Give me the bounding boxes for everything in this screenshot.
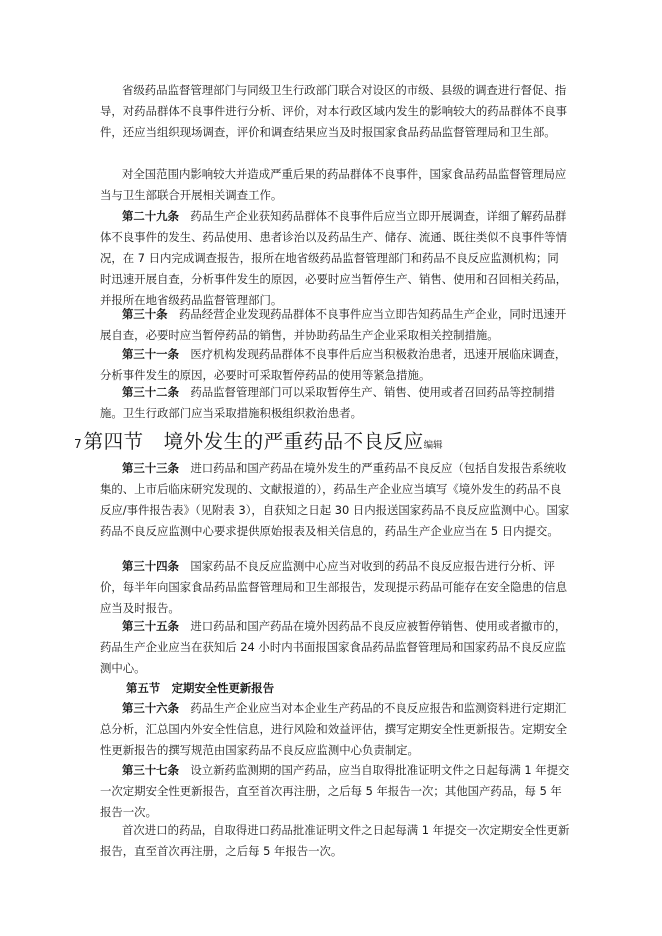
article-number: 第三十六条: [122, 701, 179, 715]
article-number: 第三十五条: [122, 619, 179, 633]
article-number: 第三十二条: [122, 385, 179, 399]
article-30: [100, 304, 570, 346]
section-title: 第四节 境外发生的严重药品不良反应: [83, 430, 424, 453]
article-text: 药品生产企业应当对本企业生产药品的不良反应报告和监测资料进行定期汇总分析，汇总国内外安全性信息，进行风险和效益评估，撰写定期安全性更新报告。定期安全性更新报告的撰写规范由国家药品不良反应监测中心负责制定。: [100, 701, 568, 757]
article-number: 第三十三条: [122, 461, 179, 475]
article-text: 进口药品和国产药品在境外发生的严重药品不良反应（包括自发报告系统收集的、上市后临床研究发现的、文献报道的），药品生产企业应当填写《境外发生的药品不良反应/事件报告表》（见附表 3），自获知之日起 30 日内报送国家药品不良反应监测中心。国家药品不良反应监测中心要求提供原始报表及相关信息的，药品生产企业应当在 5 日内提交。: [100, 461, 570, 538]
article-text: 药品经营企业发现药品群体不良事件应当立即告知药品生产企业，同时迅速开展自查，必要时应当暂停药品的销售，并协助药品生产企业采取相关控制措施。: [100, 307, 567, 342]
article-35: [100, 616, 570, 679]
section-title: 第五节 定期安全性更新报告: [126, 681, 275, 695]
article-text: 药品监督管理部门可以采取暂停生产、销售、使用或者召回药品等控制措施。卫生行政部门应当采取措施积极组织救治患者。: [100, 385, 555, 420]
paragraph-national-investigation: [100, 164, 570, 206]
article-text: 药品生产企业获知药品群体不良事件后应当立即开展调查，详细了解药品群体不良事件的发生、药品使用、患者诊治以及药品生产、储存、流通、既往类似不良事件等情况，在 7 日内完成调查报告，报所在地省级药品监督管理部门和药品不良反应监测机构；同时迅速开展自查，分析事件发生的原因，必要时应当暂停生产、销售、使用和召回相关药品，并报所在地省级药品监督管理部门。: [100, 209, 568, 307]
article-number: 第三十一条: [122, 347, 179, 361]
article-29: [100, 206, 570, 311]
article-text: 设立新药监测期的国产药品，应当自取得批准证明文件之日起每满 1 年提交一次定期安全性更新报告，直至首次再注册，之后每 5 年报告一次；其他国产药品，每 5 年报告一次。: [100, 763, 570, 819]
section-5-heading: [126, 680, 274, 696]
paragraph-text: 首次进口的药品，自取得进口药品批准证明文件之日起每满 1 年提交一次定期安全性更新报告，直至首次再注册，之后每 5 年报告一次。: [100, 823, 570, 858]
paragraph-text: 对全国范围内影响较大并造成严重后果的药品群体不良事件，国家食品药品监督管理局应当与卫生部联合开展相关调查工作。: [100, 167, 567, 202]
article-33: [100, 458, 570, 542]
article-number: 第三十四条: [122, 559, 179, 573]
article-text: 医疗机构发现药品群体不良事件后应当积极救治患者，迅速开展临床调查，分析事件发生的原因，必要时可采取暂停药品的使用等紧急措施。: [100, 347, 567, 382]
article-32: [100, 382, 570, 424]
paragraph-first-import: [100, 820, 570, 862]
edit-link[interactable]: 编辑: [423, 440, 443, 451]
article-31: [100, 344, 570, 386]
article-37: [100, 760, 570, 823]
article-text: 国家药品不良反应监测中心应当对收到的药品不良反应报告进行分析、评价，每半年向国家食品药品监督管理局和卫生部报告，发现提示药品可能存在安全隐患的信息应当及时报告。: [100, 559, 568, 615]
paragraph-provincial-supervision: [100, 80, 570, 143]
article-number: 第二十九条: [122, 209, 179, 223]
article-36: [100, 698, 570, 761]
article-text: 进口药品和国产药品在境外因药品不良反应被暂停销售、使用或者撤市的，药品生产企业应当在获知后 24 小时内书面报国家食品药品监督管理局和国家药品不良反应监测中心。: [100, 619, 567, 675]
article-number: 第三十条: [122, 307, 168, 321]
section-4-heading: [74, 426, 443, 454]
article-number: 第三十七条: [122, 763, 179, 777]
paragraph-text: 省级药品监督管理部门与同级卫生行政部门联合对设区的市级、县级的调查进行督促、指导，对药品群体不良事件进行分析、评价，对本行政区域内发生的影响较大的药品群体不良事件，还应当组织现场调查，评价和调查结果应当及时报国家食品药品监督管理局和卫生部。: [100, 83, 568, 139]
article-34: [100, 556, 570, 619]
section-number: 7: [74, 437, 82, 451]
